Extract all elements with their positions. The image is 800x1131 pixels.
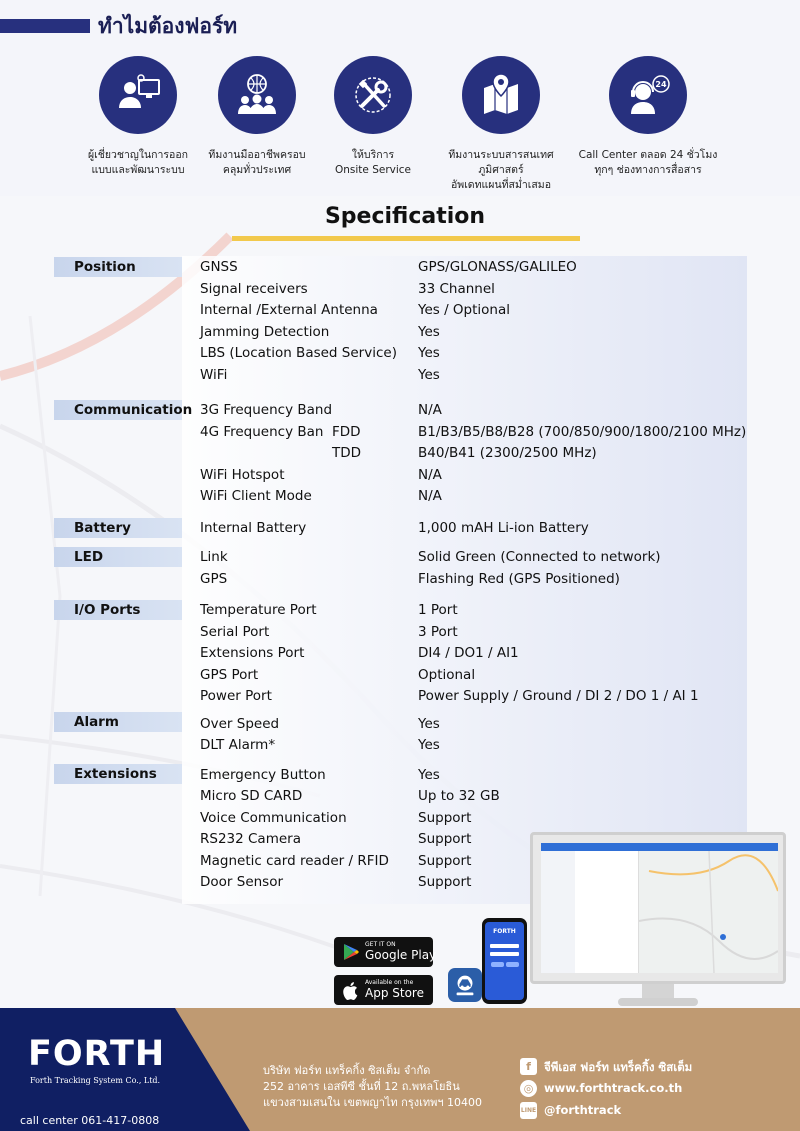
- spec-row: WiFi Yes: [200, 367, 440, 383]
- brand-subtitle: Forth Tracking System Co., Ltd.: [30, 1076, 161, 1085]
- feature-expert-team: ผู้เชี่ยวชาญในการออก แบบและพัฒนาระบบ: [63, 56, 213, 178]
- section-title: ทำไมต้องฟอร์ท: [98, 14, 238, 38]
- spec-row: WiFi Client Mode N/A: [200, 488, 442, 504]
- spec-row: Extensions Port DI4 / DO1 / AI1: [200, 645, 519, 661]
- google-play-icon: [341, 942, 361, 962]
- spec-row: DLT Alarm* Yes: [200, 737, 440, 753]
- spec-row: 4G Frequency Ban FDD B1/B3/B5/B8/B28 (700/850/900/1800/2100 MHz): [200, 424, 747, 440]
- spec-row: GNSS GPS/GLONASS/GALILEO: [200, 259, 577, 275]
- svg-text:24: 24: [655, 80, 667, 89]
- spec-row: Door Sensor Support: [200, 874, 472, 890]
- category-led: LED: [54, 547, 182, 567]
- line-icon: LINE: [520, 1102, 537, 1119]
- category-alarm: Alarm: [54, 712, 182, 732]
- spec-row: Over Speed Yes: [200, 716, 440, 732]
- spec-row: RS232 Camera Support: [200, 831, 472, 847]
- spec-row: Temperature Port 1 Port: [200, 602, 458, 618]
- spec-row: Link Solid Green (Connected to network): [200, 549, 661, 565]
- spec-title: Specification: [324, 204, 486, 229]
- spec-row: 3G Frequency Band N/A: [200, 402, 442, 418]
- spec-row: Serial Port 3 Port: [200, 624, 458, 640]
- monitor-mockup: [530, 832, 786, 1010]
- spec-row: LBS (Location Based Service) Yes: [200, 345, 440, 361]
- spec-row: Magnetic card reader / RFID Support: [200, 853, 472, 869]
- facebook-icon: f: [520, 1058, 537, 1075]
- globe-icon: ◎: [520, 1080, 537, 1097]
- category-position: Position: [54, 257, 182, 277]
- feature-onsite-service: ให้บริการ Onsite Service: [298, 56, 448, 178]
- spec-row: GPS Flashing Red (GPS Positioned): [200, 571, 620, 587]
- spec-row: Internal Battery 1,000 mAH Li-ion Battery: [200, 520, 589, 536]
- spec-row: Jamming Detection Yes: [200, 324, 440, 340]
- apple-icon: [341, 980, 361, 1000]
- feature-nationwide-team: ทีมงานมืออาชีพครอบ คลุมทั่วประเทศ: [182, 56, 332, 178]
- spec-row: Internal /External Antenna Yes / Optional: [200, 302, 511, 318]
- dashboard-screenshot: [541, 843, 778, 973]
- spec-row: Signal receivers 33 Channel: [200, 281, 495, 297]
- fts-console-app-icon[interactable]: [448, 968, 482, 1002]
- category-battery: Battery: [54, 518, 182, 538]
- category-extensions: Extensions: [54, 764, 182, 784]
- category-communication: Communication: [54, 400, 182, 420]
- spec-row: Emergency Button Yes: [200, 767, 440, 783]
- spec-row: GPS Port Optional: [200, 667, 476, 683]
- forth-logo: FORTH: [28, 1034, 166, 1074]
- feature-call-center: 24 Call Center ตลอด 24 ชั่วโมง ทุกๆ ช่องทางการสื่อสาร: [573, 56, 723, 178]
- spec-row: Voice Communication Support: [200, 810, 472, 826]
- google-play-button[interactable]: GET IT ON Google Play: [334, 937, 433, 967]
- phone-mockup: FORTH: [482, 918, 527, 1004]
- company-address: บริษัท ฟอร์ท แทร็คกิ้ง ซิสเต็ม จำกัด 252 อาคาร เอสพีซี ชั้นที่ 12 ถ.พหลโยธิน แขวงสามเสนใน เขตพญาไท กรุงเทพฯ 10400: [263, 1064, 483, 1109]
- spec-row: Micro SD CARD Up to 32 GB: [200, 788, 500, 804]
- app-store-button[interactable]: Available on the App Store: [334, 975, 433, 1005]
- spec-row: WiFi Hotspot N/A: [200, 467, 442, 483]
- spec-row: Power Port Power Supply / Ground / DI 2 / DO 1 / AI 1: [200, 688, 699, 704]
- feature-gis-team: ทีมงานระบบสารสนเทศภูมิศาสตร์ อัพเดทแผนที่สม่ำเสมอ: [426, 56, 576, 193]
- category-io-ports: I/O Ports: [54, 600, 182, 620]
- spec-row: TDD B40/B41 (2300/2500 MHz): [332, 445, 597, 461]
- call-center-number[interactable]: call center 061-417-0808: [20, 1114, 160, 1127]
